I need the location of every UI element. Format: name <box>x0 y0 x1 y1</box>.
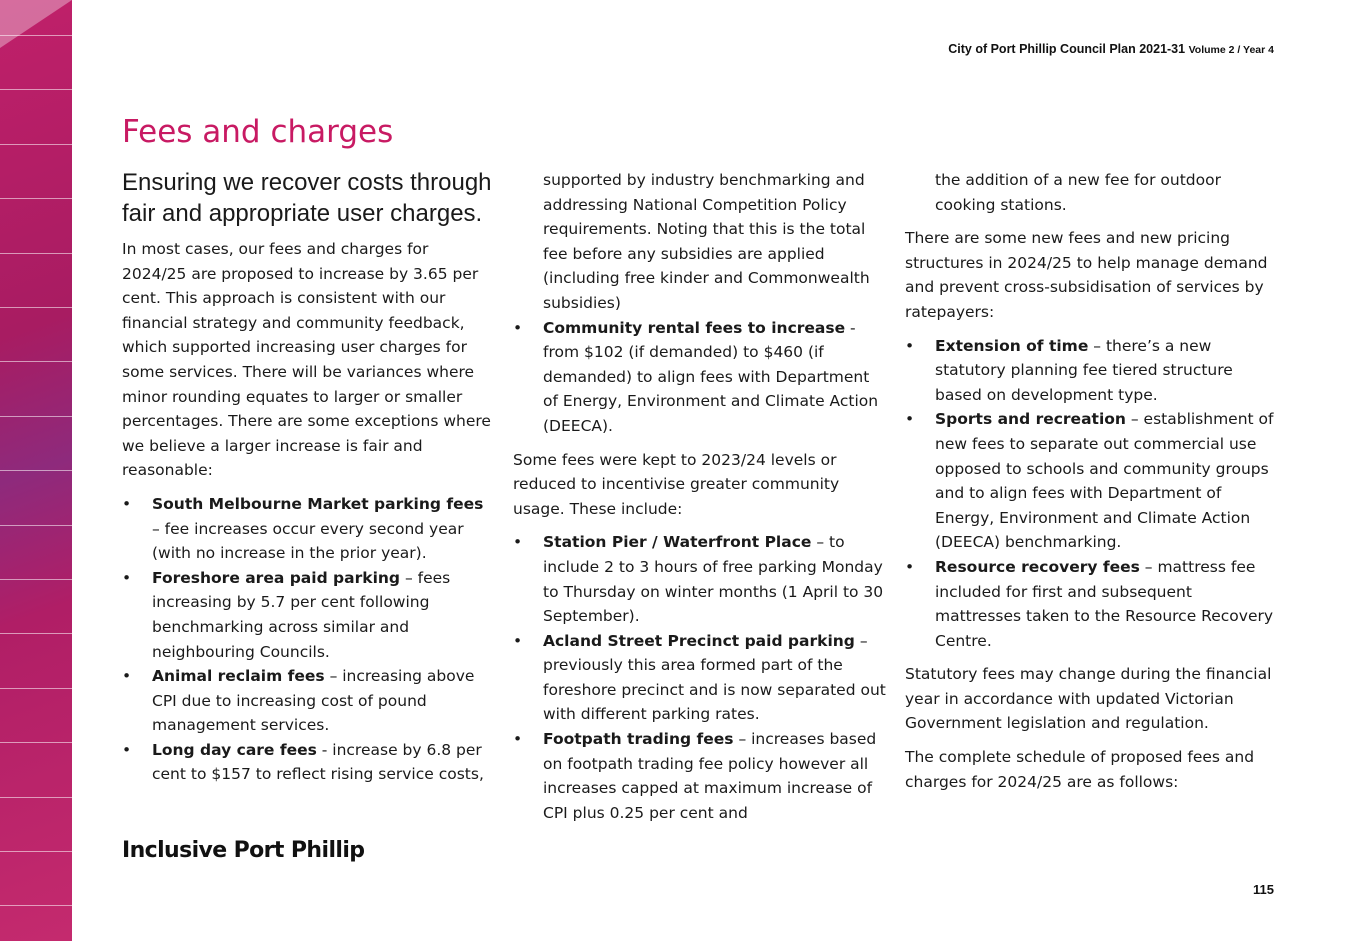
list-item <box>513 727 887 825</box>
list-item-text: – fees increasing by 5.7 per cent following benchmarking across similar and neighbouring Councils. <box>152 568 451 661</box>
sidebar-rule <box>0 307 72 308</box>
page-title: Fees and charges <box>122 114 394 150</box>
running-header <box>948 42 1274 56</box>
list-item-label: South Melbourne Market parking fees <box>152 494 484 513</box>
list-item-text: – there’s a new statutory planning fee tiered structure based on development type. <box>935 336 1233 404</box>
kept-fees-list <box>513 530 887 825</box>
page-number: 115 <box>1253 882 1274 897</box>
statutory-fees-paragraph: Statutory fees may change during the financial year in accordance with updated Victorian Government legislation and regulation. <box>905 665 1272 733</box>
list-item-text: – increases based on footpath trading fee policy however all increases capped at maximum increase of CPI plus 0.25 per cent and <box>543 730 877 822</box>
sidebar-rule <box>0 851 72 852</box>
list-item <box>905 334 1275 408</box>
list-item-text: – fee increases occur every second year (with no increase in the prior year). <box>152 519 464 563</box>
sidebar-rule <box>0 742 72 743</box>
list-item <box>513 530 887 628</box>
list-item <box>122 492 494 566</box>
kept-fees-list-continued <box>905 168 1275 217</box>
list-item-label: Acland Street Precinct paid parking <box>543 631 855 650</box>
list-item <box>513 316 887 439</box>
list-item-text: - increase by 6.8 per cent to $157 to reflect rising service costs, <box>152 740 484 784</box>
sidebar-rule <box>0 470 72 471</box>
list-item <box>513 629 887 727</box>
list-item-label: Footpath trading fees <box>543 730 734 749</box>
list-item-label: Sports and recreation <box>935 410 1126 429</box>
list-item-label: Long day care fees <box>152 740 317 759</box>
column-2 <box>513 168 887 834</box>
list-item-text: - from $102 (if demanded) to $460 (if demanded) to align fees with Department of Energy, Environment and Climate Action (DEECA). <box>543 318 879 435</box>
section-subheading: Ensuring we recover costs through fair and appropriate user charges. <box>122 169 492 227</box>
sidebar-rule <box>0 253 72 254</box>
increase-exceptions-list <box>122 492 494 787</box>
list-item-text: – increasing above CPI due to increasing cost of pound management services. <box>152 667 475 735</box>
decorative-sidebar <box>0 0 72 941</box>
schedule-intro-paragraph: The complete schedule of proposed fees and charges for 2024/25 are as follows: <box>905 748 1255 791</box>
sidebar-triangle-shape <box>0 0 72 48</box>
list-item-text: – to include 2 to 3 hours of free parking Monday to Thursday on winter months (1 April to 30 September). <box>543 533 884 626</box>
new-fees-list <box>905 334 1275 654</box>
new-fees-paragraph: There are some new fees and new pricing structures in 2024/25 to help manage demand and prevent cross-subsidisation of services by ratepayers: <box>905 229 1268 321</box>
increase-exceptions-list-continued <box>513 168 887 439</box>
sidebar-rule <box>0 525 72 526</box>
section-footer-title: Inclusive Port Phillip <box>122 838 365 863</box>
list-item-text: – mattress fee included for first and subsequent mattresses taken to the Resource Recovery Centre. <box>935 557 1274 650</box>
list-item-label: Extension of time <box>935 336 1089 355</box>
list-item <box>122 566 494 664</box>
column-1 <box>122 168 494 796</box>
list-item <box>905 407 1275 555</box>
header-title: City of Port Phillip Council Plan 2021-31 <box>948 42 1186 56</box>
sidebar-rule <box>0 89 72 90</box>
list-item-continuation: the addition of a new fee for outdoor cooking stations. <box>935 171 1221 214</box>
list-item-label: Resource recovery fees <box>935 557 1140 576</box>
column-3 <box>905 168 1275 803</box>
sidebar-rule <box>0 361 72 362</box>
list-item <box>122 738 494 787</box>
sidebar-rule <box>0 797 72 798</box>
sidebar-rule <box>0 144 72 145</box>
list-item-continuation: supported by industry benchmarking and addressing National Competition Policy requirements. Noting that this is the total fee before any subsidies are applied (including free kinder and Commonwealth subsidies) <box>543 171 870 312</box>
sidebar-rule <box>0 688 72 689</box>
list-item-label: Animal reclaim fees <box>152 667 325 686</box>
header-subtitle: Volume 2 / Year 4 <box>1188 44 1274 56</box>
list-item-label: Foreshore area paid parking <box>152 568 401 587</box>
sidebar-rule <box>0 35 72 36</box>
list-item-text: – establishment of new fees to separate out commercial use opposed to schools and community groups and to align fees with Department of Energy, Environment and Climate Action (DEECA) benchmarking. <box>935 410 1274 552</box>
intro-paragraph: In most cases, our fees and charges for 2024/25 are proposed to increase by 3.65 per cent. This approach is consistent with our financial strategy and community feedback, which supported increasing user charges for some services. There will be variances where minor rounding equates to larger or smaller percentages. There are some exceptions where we believe a larger increase is fair and reasonable: <box>122 240 491 480</box>
sidebar-rule <box>0 416 72 417</box>
sidebar-rule <box>0 198 72 199</box>
list-item <box>905 555 1275 653</box>
list-item-label: Station Pier / Waterfront Place <box>543 533 812 552</box>
list-item-label: Community rental fees to increase <box>543 318 846 337</box>
list-item <box>122 664 494 738</box>
sidebar-rule <box>0 633 72 634</box>
list-item-text: – previously this area formed part of the foreshore precinct and is now separated out with different parking rates. <box>543 631 886 724</box>
sidebar-rule <box>0 905 72 906</box>
kept-fees-paragraph: Some fees were kept to 2023/24 levels or reduced to incentivise greater community usage. These include: <box>513 450 840 518</box>
sidebar-rule <box>0 579 72 580</box>
